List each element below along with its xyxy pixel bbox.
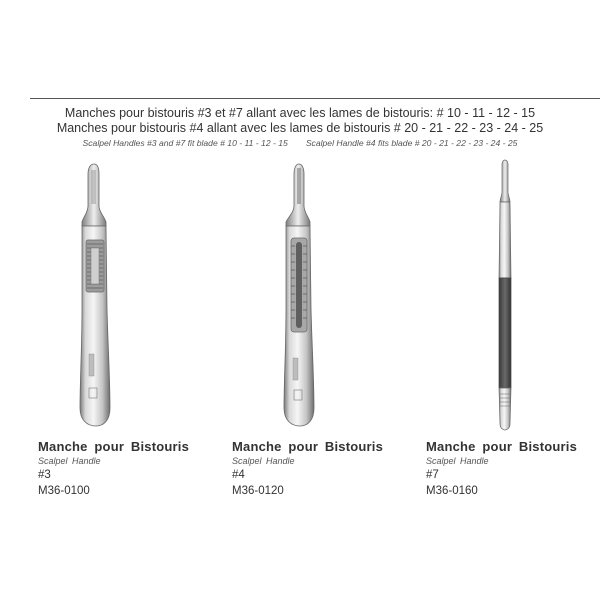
product-code: M36-0100: [38, 484, 90, 497]
product-7: [426, 440, 577, 497]
product-code: M36-0120: [232, 484, 284, 497]
product-name: Manche pour Bistouris: [38, 439, 190, 454]
product-code: M36-0160: [426, 484, 478, 497]
header-line-3: [0, 138, 600, 148]
header-line-1: Manches pour bistouris #3 et #7 allant avec les lames de bistouris: # 10 - 11 - 12 - 15: [64, 106, 536, 120]
product-3: [38, 440, 189, 497]
product-name: Manche pour Bistouris: [426, 439, 578, 454]
top-divider: [30, 98, 600, 99]
product-number: #7: [426, 469, 439, 481]
product-4: [232, 440, 383, 497]
header-line-3a: Scalpel Handles #3 and #7 fit blade # 10 - 11 - 12 - 15: [82, 138, 288, 148]
product-number: #4: [232, 469, 245, 481]
product-subtitle: Scalpel Handle: [426, 456, 489, 466]
scalpel-handle-4-image: [278, 158, 322, 430]
scalpel-handle-3-image: [74, 158, 118, 430]
product-subtitle: Scalpel Handle: [38, 456, 101, 466]
product-name: Manche pour Bistouris: [232, 439, 384, 454]
product-subtitle: Scalpel Handle: [232, 456, 295, 466]
product-number: #3: [38, 469, 51, 481]
header-line-2: Manches pour bistouris #4 allant avec les lames de bistouris # 20 - 21 - 22 - 23 - 24 - 25: [56, 121, 544, 135]
scalpel-handle-7-image: [490, 158, 520, 434]
header-line-3b: Scalpel Handle #4 fits blade # 20 - 21 - 22 - 23 - 24 - 25: [305, 138, 518, 148]
